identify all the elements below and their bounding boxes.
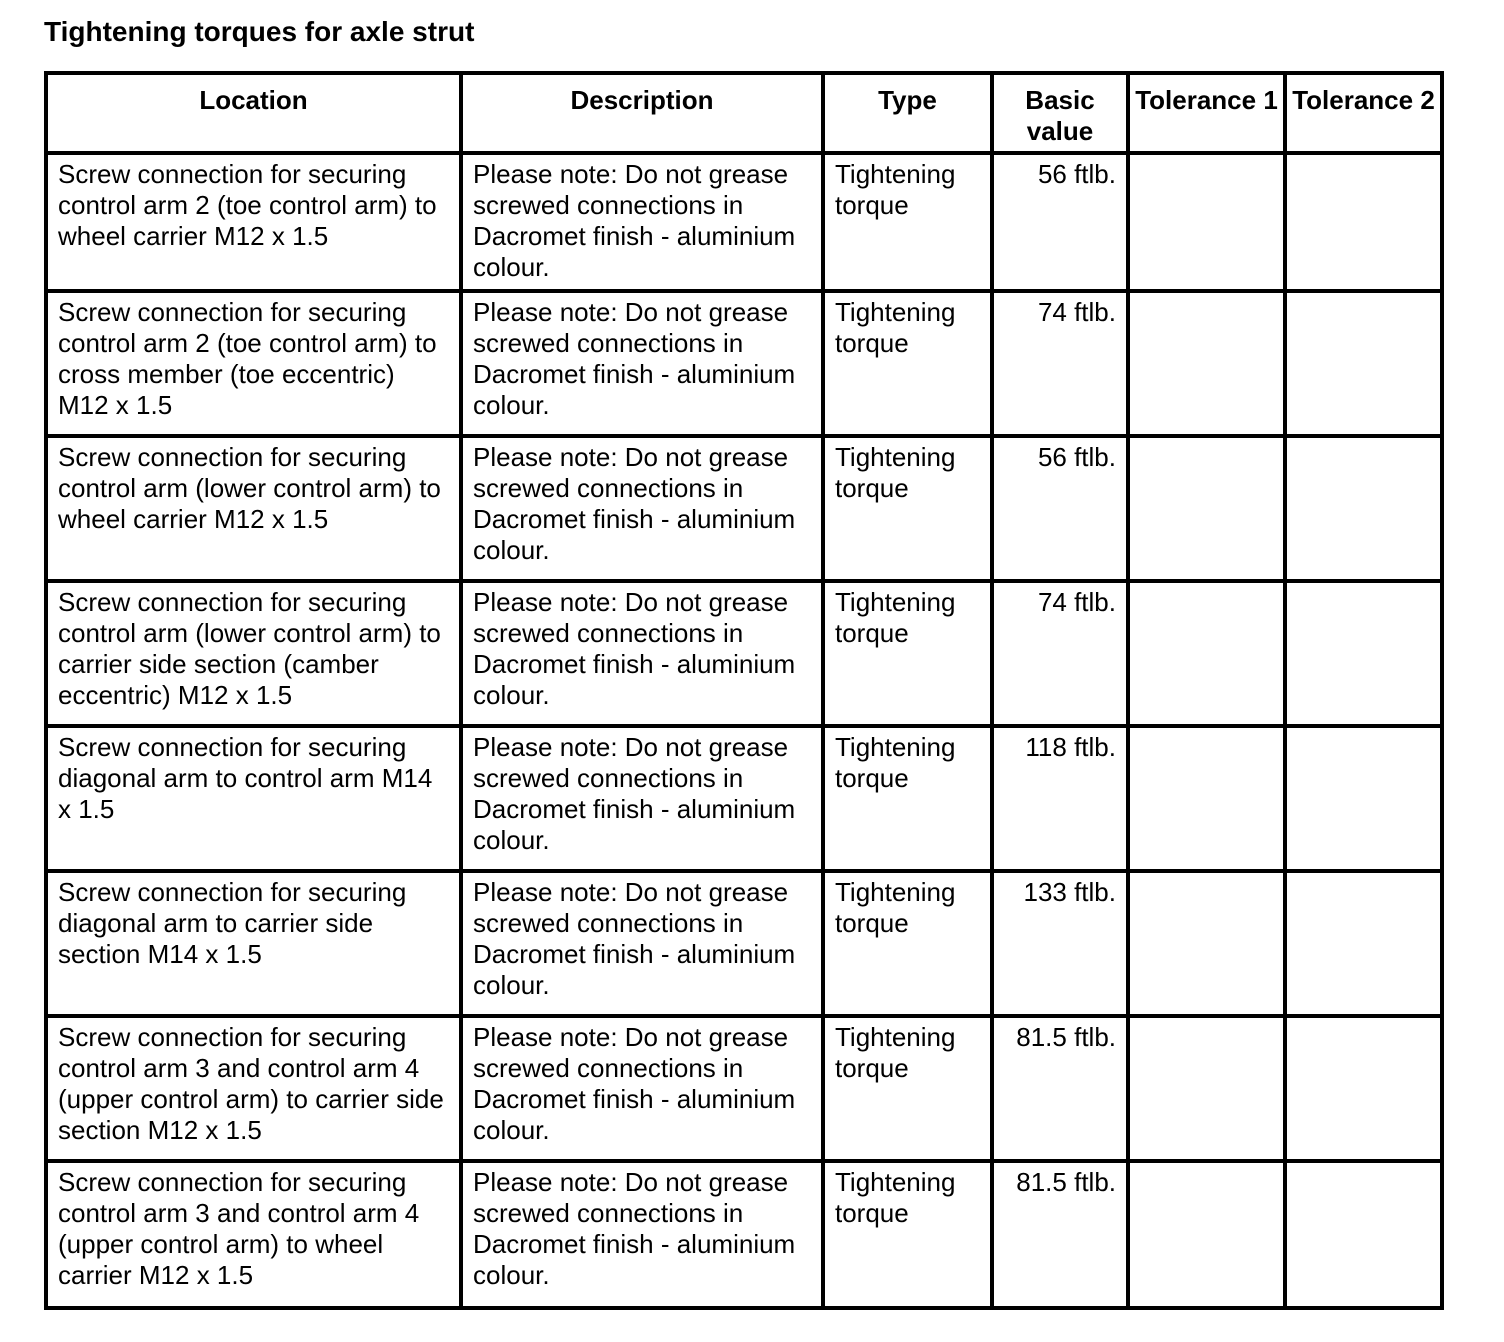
table-row	[46, 291, 1442, 436]
cell-tolerance-2	[1285, 1016, 1442, 1161]
cell-location: Screw connection for securing control arm (lower control arm) to carrier side section (camber eccentric) M12 x 1.5	[46, 581, 461, 726]
cell-location: Screw connection for securing control arm 3 and control arm 4 (upper control arm) to wheel carrier M12 x 1.5	[46, 1161, 461, 1308]
cell-basic-value: 56 ftlb.	[992, 153, 1128, 291]
cell-type: Tightening torque	[823, 153, 992, 291]
cell-tolerance-1	[1128, 1161, 1285, 1308]
cell-tolerance-1	[1128, 153, 1285, 291]
cell-type: Tightening torque	[823, 1161, 992, 1308]
cell-type: Tightening torque	[823, 726, 992, 871]
cell-description: Please note: Do not grease screwed connections in Dacromet finish - aluminium colour.	[461, 436, 823, 581]
table-header-row	[46, 73, 1442, 153]
header-type: Type	[823, 73, 992, 153]
table-row	[46, 436, 1442, 581]
cell-location: Screw connection for securing control arm 2 (toe control arm) to wheel carrier M12 x 1.5	[46, 153, 461, 291]
cell-type: Tightening torque	[823, 436, 992, 581]
cell-tolerance-1	[1128, 436, 1285, 581]
cell-location: Screw connection for securing control arm (lower control arm) to wheel carrier M12 x 1.5	[46, 436, 461, 581]
cell-tolerance-1	[1128, 726, 1285, 871]
cell-basic-value: 74 ftlb.	[992, 291, 1128, 436]
page-title: Tightening torques for axle strut	[44, 16, 475, 47]
cell-basic-value: 74 ftlb.	[992, 581, 1128, 726]
cell-basic-value: 81.5 ftlb.	[992, 1161, 1128, 1308]
cell-basic-value: 81.5 ftlb.	[992, 1016, 1128, 1161]
cell-description: Please note: Do not grease screwed connections in Dacromet finish - aluminium colour.	[461, 726, 823, 871]
cell-tolerance-2	[1285, 153, 1442, 291]
cell-description: Please note: Do not grease screwed connections in Dacromet finish - aluminium colour.	[461, 581, 823, 726]
cell-tolerance-1	[1128, 581, 1285, 726]
cell-tolerance-2	[1285, 581, 1442, 726]
cell-basic-value: 133 ftlb.	[992, 871, 1128, 1016]
cell-tolerance-1	[1128, 871, 1285, 1016]
cell-description: Please note: Do not grease screwed connections in Dacromet finish - aluminium colour.	[461, 871, 823, 1016]
header-description: Description	[461, 73, 823, 153]
cell-type: Tightening torque	[823, 291, 992, 436]
cell-type: Tightening torque	[823, 1016, 992, 1161]
cell-description: Please note: Do not grease screwed connections in Dacromet finish - aluminium colour.	[461, 1016, 823, 1161]
table-row	[46, 726, 1442, 871]
cell-description: Please note: Do not grease screwed connections in Dacromet finish - aluminium colour.	[461, 153, 823, 291]
header-basic-value: Basic value	[992, 73, 1128, 153]
cell-tolerance-2	[1285, 1161, 1442, 1308]
cell-tolerance-1	[1128, 1016, 1285, 1161]
table-row	[46, 871, 1442, 1016]
table-row	[46, 1016, 1442, 1161]
header-location: Location	[46, 73, 461, 153]
cell-location: Screw connection for securing diagonal arm to control arm M14 x 1.5	[46, 726, 461, 871]
cell-tolerance-1	[1128, 291, 1285, 436]
cell-location: Screw connection for securing control arm 2 (toe control arm) to cross member (toe eccentric) M12 x 1.5	[46, 291, 461, 436]
header-tolerance-1: Tolerance 1	[1128, 73, 1285, 153]
cell-type: Tightening torque	[823, 581, 992, 726]
cell-tolerance-2	[1285, 436, 1442, 581]
cell-tolerance-2	[1285, 871, 1442, 1016]
cell-description: Please note: Do not grease screwed connections in Dacromet finish - aluminium colour.	[461, 291, 823, 436]
table-row	[46, 581, 1442, 726]
cell-type: Tightening torque	[823, 871, 992, 1016]
cell-description: Please note: Do not grease screwed connections in Dacromet finish - aluminium colour.	[461, 1161, 823, 1308]
table-row	[46, 153, 1442, 291]
table-row	[46, 1161, 1442, 1308]
cell-location: Screw connection for securing diagonal arm to carrier side section M14 x 1.5	[46, 871, 461, 1016]
header-tolerance-2: Tolerance 2	[1285, 73, 1442, 153]
cell-location: Screw connection for securing control arm 3 and control arm 4 (upper control arm) to carrier side section M12 x 1.5	[46, 1016, 461, 1161]
cell-basic-value: 56 ftlb.	[992, 436, 1128, 581]
torque-table	[44, 71, 1444, 1310]
cell-tolerance-2	[1285, 291, 1442, 436]
cell-tolerance-2	[1285, 726, 1442, 871]
cell-basic-value: 118 ftlb.	[992, 726, 1128, 871]
